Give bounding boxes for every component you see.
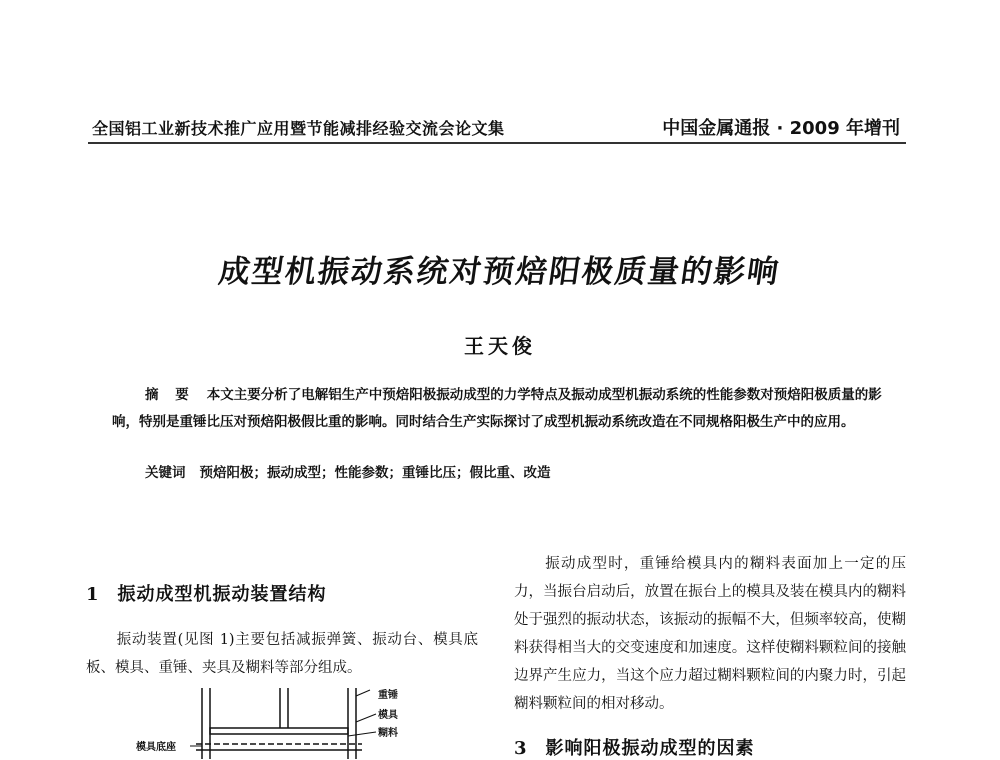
proceedings-title: 全国铝工业新技术推广应用暨节能减排经验交流会论文集 [92,119,505,138]
abstract-label: 摘 要 [145,387,195,403]
section-1-body [86,626,478,682]
right-paragraph-text: 振动成型时，重锤给模具内的糊料表面加上一定的压力，当振台启动后，放置在振台上的模具及装在模具内的糊料处于强烈的振动状态，该振动的振幅不大，但频率较高，使糊料获得相当大的交变速度和加速度。这样使糊料颗粒间的接触边界产生应力，当这个应力超过糊料颗粒间的内聚力时，引起糊料颗粒间的相对移动。 [514,556,906,712]
abstract [112,382,882,436]
author-name: 王天俊 [464,334,536,358]
keywords-label: 关键词 [145,465,186,481]
keywords [145,461,885,481]
figure-label-hammer: 重锤 [378,690,398,701]
section-1-heading [86,580,327,606]
figure-label-mold: 模具 [378,710,398,721]
journal-issue: 中国金属通报 · 2009 年增刊 [662,118,900,139]
keywords-text: 预焙阳极；振动成型；性能参数；重锤比压；假比重、改造 [199,465,551,481]
section-3-title: 影响阳极振动成型的因素 [545,738,755,759]
right-column-paragraph [514,550,906,718]
abstract-text: 本文主要分析了电解铝生产中预焙阳极振动成型的力学特点及振动成型机振动系统的性能参数对预焙阳极质量的影响，特别是重锤比压对预焙阳极假比重的影响。同时结合生产实际探讨了成型机振动系统改造在不同规格阳极生产中的应用。 [112,387,882,430]
running-header [88,112,906,144]
section-1-number: 1 [86,584,100,605]
figure-label-paste: 糊料 [378,728,398,739]
section-1-paragraph: 振动装置(见图 1)主要包括减振弹簧、振动台、模具底板、模具、重锤、夹具及糊料等部分组成。 [86,632,478,676]
figure-1-vibration-device [130,688,430,759]
section-3-heading [514,734,755,760]
section-3-number: 3 [514,738,528,759]
section-1-title: 振动成型机振动装置结构 [117,584,327,605]
paper-title: 成型机振动系统对预焙阳极质量的影响 [216,254,783,290]
figure-label-mold-base: 模具底座 [136,742,176,753]
